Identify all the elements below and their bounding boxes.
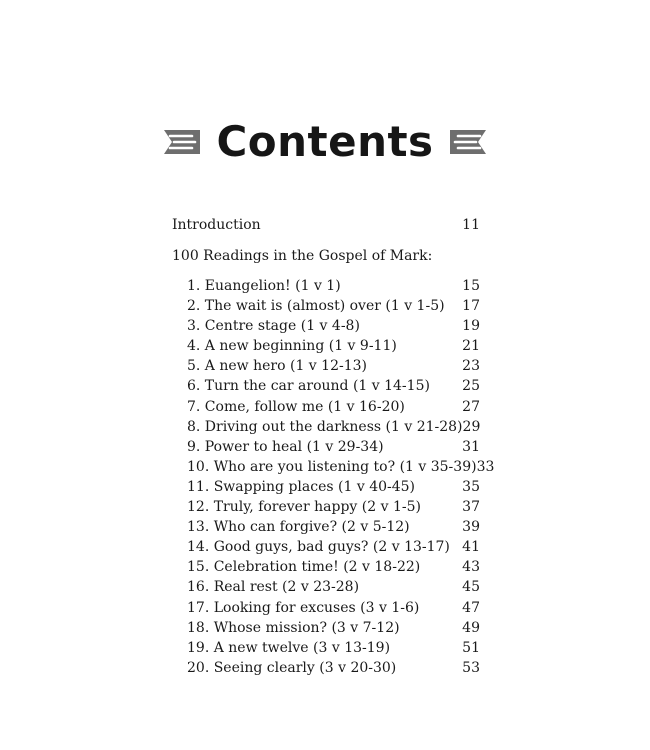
toc-page-number: 23 (462, 358, 480, 375)
contents-heading (0, 117, 650, 167)
toc-page-number: 49 (462, 619, 480, 636)
toc-entry-label: 18. Whose mission? (3 v 7-12) (187, 619, 400, 636)
page-title: Contents (216, 117, 434, 166)
list-item (187, 356, 480, 376)
toc-page-number: 11 (462, 217, 480, 233)
toc-entry-label: 3. Centre stage (1 v 4-8) (187, 318, 360, 335)
toc-entry-label: 2. The wait is (almost) over (1 v 1-5) (187, 298, 445, 315)
toc-page-number: 39 (462, 519, 480, 536)
toc-entry-label: 11. Swapping places (1 v 40-45) (187, 478, 416, 495)
toc-entry-label: 5. A new hero (1 v 12-13) (187, 358, 367, 375)
toc-entry-label: 13. Who can forgive? (2 v 5-12) (187, 519, 410, 536)
toc-page-number: 37 (462, 499, 480, 516)
list-item (187, 638, 480, 658)
toc-entry-introduction (172, 214, 480, 236)
list-item (187, 376, 480, 396)
toc-page-number: 45 (462, 579, 480, 596)
toc-page-number: 43 (462, 559, 480, 576)
toc-page-number: 33 (476, 458, 495, 475)
toc-entry-label: 16. Real rest (2 v 23-28) (187, 579, 360, 596)
list-item (187, 336, 480, 356)
toc-page-number: 19 (462, 318, 480, 335)
toc-entry-label: Introduction (172, 217, 261, 233)
toc-entry-label: 12. Truly, forever happy (2 v 1-5) (187, 499, 421, 516)
toc-entry-label: 20. Seeing clearly (3 v 20-30) (187, 659, 397, 676)
toc-page-number: 21 (462, 338, 480, 355)
banner-icon (162, 125, 202, 159)
list-item (187, 457, 495, 477)
list-item (187, 437, 480, 457)
toc-entry-label: 10. Who are you listening to? (1 v 35-39) (187, 458, 477, 475)
toc-page-number: 27 (462, 398, 480, 415)
toc-entry-label: 19. A new twelve (3 v 13-19) (187, 639, 391, 656)
list-item (187, 296, 480, 316)
toc-entry-label: 15. Celebration time! (2 v 18-22) (187, 559, 421, 576)
list-item (187, 598, 480, 618)
toc-page-number: 47 (462, 599, 480, 616)
toc-entry-label: 6. Turn the car around (1 v 14-15) (187, 378, 430, 395)
toc-entry-label: 7. Come, follow me (1 v 16-20) (187, 398, 405, 415)
list-item (187, 497, 480, 517)
toc-page-number: 31 (462, 438, 480, 455)
list-item (187, 517, 480, 537)
list-item (187, 557, 480, 577)
toc-page-number: 53 (462, 659, 480, 676)
banner-icon (448, 125, 488, 159)
toc-entry-label: 9. Power to heal (1 v 29-34) (187, 438, 384, 455)
toc-page-number: 17 (462, 298, 480, 315)
toc-entry-label: 14. Good guys, bad guys? (2 v 13-17) (187, 539, 450, 556)
toc-entry-label: 1. Euangelion! (1 v 1) (187, 278, 341, 294)
toc-entry-label: 17. Looking for excuses (3 v 1-6) (187, 599, 420, 616)
toc-page-number: 25 (462, 378, 480, 395)
toc-entry-label: 8. Driving out the darkness (1 v 21-28) (187, 418, 463, 435)
toc-page-number: 35 (462, 478, 480, 495)
list-item (187, 577, 480, 597)
toc-section-label: 100 Readings in the Gospel of Mark: (172, 248, 433, 264)
list-item (187, 477, 480, 497)
list-item (187, 658, 480, 678)
list-item (187, 397, 480, 417)
toc-page-number: 29 (462, 418, 481, 435)
toc-page-number: 51 (462, 639, 480, 656)
toc-page-number: 41 (462, 539, 480, 556)
list-item (187, 316, 480, 336)
toc-entry-label: 4. A new beginning (1 v 9-11) (187, 338, 397, 355)
list-item (187, 618, 480, 638)
table-of-contents (172, 214, 495, 678)
list-item (187, 276, 480, 296)
list-item (187, 417, 480, 437)
list-item (187, 537, 480, 557)
toc-page-number: 15 (462, 278, 480, 294)
readings-list (172, 276, 495, 678)
